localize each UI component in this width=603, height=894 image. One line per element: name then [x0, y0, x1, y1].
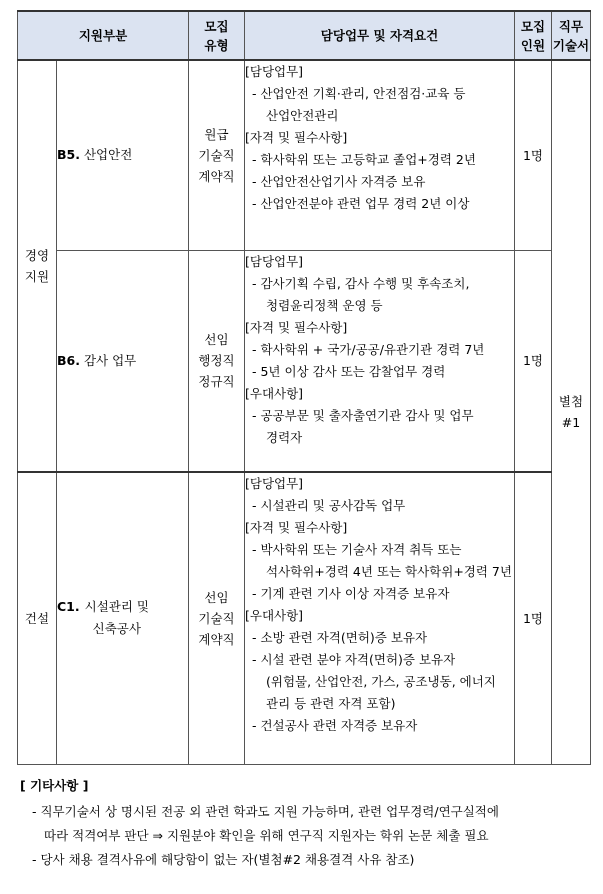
count-cell: [515, 60, 552, 250]
area-cell: [57, 472, 189, 764]
duty-section-heading: [담당업무]: [245, 253, 304, 269]
duty-item: - 학사학위 또는 고등학교 졸업+경력 2년: [252, 152, 476, 167]
recruitment-table: [17, 10, 591, 765]
jobdesc-cell: [552, 60, 591, 764]
duties-cell: [245, 60, 515, 250]
area-code: B6.: [57, 352, 80, 368]
area-name: 감사 업무: [83, 352, 137, 368]
count-cell: [515, 472, 552, 764]
area-cell: [57, 250, 189, 472]
duty-item: - 산업안전산업기사 자격증 보유: [252, 174, 426, 189]
duties-cell: [245, 472, 515, 764]
jobdesc-label: 별첨 #1: [558, 394, 584, 431]
duty-item: - 시설 관련 분야 자격(면허)증 보유자: [252, 652, 456, 667]
duty-section-heading: [우대사항]: [245, 385, 304, 401]
duty-item: - 소방 관련 자격(면허)증 보유자: [252, 630, 428, 645]
duty-section-heading: [담당업무]: [245, 476, 304, 491]
area-cell: [57, 60, 189, 250]
duty-section-heading: [자격 및 필수사항]: [245, 520, 348, 535]
duty-section-heading: [우대사항]: [245, 608, 304, 623]
duty-item-continued: 경력자: [266, 429, 303, 445]
area-name: 산업안전: [83, 147, 133, 163]
table-header-row: [18, 11, 591, 60]
group-cell-mgmt: [18, 60, 57, 472]
count-cell: [515, 250, 552, 472]
header-jobdesc: 직무 기술서: [552, 11, 591, 60]
type-cell: [189, 60, 245, 250]
notes-title: [ 기타사항 ]: [20, 778, 89, 793]
duty-section-heading: [자격 및 필수사항]: [245, 319, 348, 335]
area-code: C1.: [57, 599, 80, 615]
note-line: - 당사 채용 결격사유에 해당함이 없는 자(별첨#2 채용결격 사유 참조): [32, 852, 415, 867]
table-row: [18, 60, 591, 250]
count-label: 1명: [522, 610, 544, 626]
duty-item: - 산업안전분야 관련 업무 경력 2년 이상: [252, 196, 470, 211]
count-label: 1명: [522, 353, 544, 369]
duties-cell: [245, 250, 515, 472]
type-cell: [189, 250, 245, 472]
header-count: 모집 인원: [515, 11, 552, 60]
duty-item: - 공공부문 및 출자출연기관 감사 및 업무: [252, 407, 474, 423]
duty-item: - 기계 관련 기사 이상 자격증 보유자: [252, 586, 450, 601]
duty-item-continued: 석사학위+경력 4년 또는 학사학위+경력 7년: [266, 564, 512, 579]
header-type: 모집 유형: [189, 11, 245, 60]
duty-section-heading: [자격 및 필수사항]: [245, 130, 348, 145]
group-label: 경영 지원: [24, 248, 50, 284]
group-cell-construction: [18, 472, 57, 764]
notes-section: [20, 776, 595, 872]
duty-item: - 건설공사 관련 자격증 보유자: [252, 718, 418, 733]
note-line-continued: 따라 적격여부 판단 ⇒ 지원분야 확인을 위해 연구직 지원자는 학위 논문 체출 필요: [44, 828, 489, 843]
duty-item: - 산업안전 기획·관리, 안전점검·교육 등: [252, 86, 466, 101]
group-label: 건설: [24, 610, 50, 626]
duty-item: - 시설관리 및 공사감독 업무: [252, 498, 406, 513]
duty-item-continued: 청렴윤리정책 운영 등: [266, 297, 383, 313]
area-name: 시설관리 및 신축공사: [84, 599, 149, 637]
duty-item: - 학사학위 + 국가/공공/유관기관 경력 7년: [252, 341, 485, 357]
duty-item-continued: (위험물, 산업안전, 가스, 공조냉동, 에너지: [266, 674, 496, 689]
type-cell: [189, 472, 245, 764]
area-code: B5.: [57, 147, 80, 163]
table-row: [18, 250, 591, 472]
duty-item-continued: 관리 등 관련 자격 포함): [266, 696, 396, 711]
type-label: 선임 기술직 계약직: [198, 589, 235, 647]
header-area: 지원부분: [18, 11, 189, 60]
table-row: [18, 472, 591, 764]
count-label: 1명: [522, 147, 544, 163]
header-duties: 담당업무 및 자격요건: [245, 11, 515, 60]
type-label: 원급 기술직 계약직: [198, 126, 235, 184]
type-label: 선임 행정직 정규직: [198, 332, 235, 390]
duty-item: - 5년 이상 감사 또는 감찰업무 경력: [252, 363, 446, 379]
duty-item-continued: 산업안전관리: [266, 108, 339, 123]
duty-section-heading: [담당업무]: [245, 64, 304, 79]
note-line: - 직무기술서 상 명시된 전공 외 관련 학과도 지원 가능하며, 관련 업무경력/연구실적에: [32, 804, 499, 819]
duty-item: - 감사기획 수립, 감사 수행 및 후속조치,: [252, 275, 470, 291]
duty-item: - 박사학위 또는 기술사 자격 취득 또는: [252, 542, 462, 557]
